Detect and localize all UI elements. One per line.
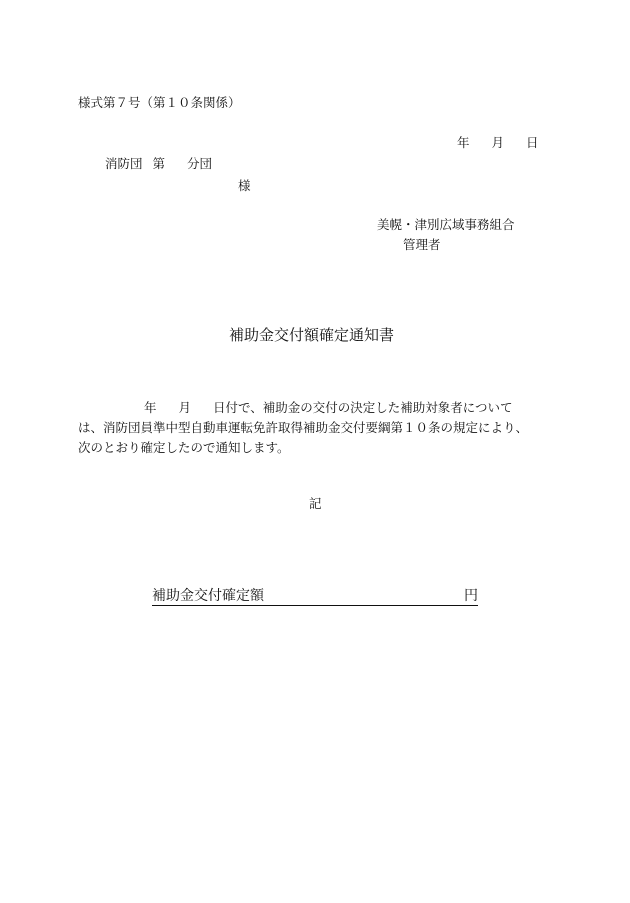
amount-row [152,585,478,606]
amount-unit: 円 [464,588,478,604]
date-month: 月 [491,135,505,150]
recipient-line [105,158,212,171]
document-title: 補助金交付額確定通知書 [229,326,395,344]
recipient-honorific: 様 [238,178,251,193]
amount-label: 補助金交付確定額 [152,588,264,604]
body-year: 年 [144,400,157,415]
issuer-org: 美幌・津別広域事務組合 [377,217,515,232]
date-line [457,137,539,150]
issuer-title: 管理者 [403,237,441,252]
recipient-org: 消防団 [105,156,143,171]
date-year: 年 [457,135,470,150]
recipient-branch: 分団 [187,156,213,171]
body-month: 月 [178,400,192,415]
body-line-3: 次のとおり確定したので通知します。 [78,440,290,455]
body-line1-text: 日付で、補助金の交付の決定した補助対象者について [213,400,513,415]
ki-marker: 記 [309,496,322,511]
date-day: 日 [526,135,539,150]
recipient-dai: 第 [152,156,166,171]
form-number: 様式第７号（第１０条関係） [78,95,241,110]
body-paragraph [78,398,558,458]
body-line-1 [78,398,558,418]
body-line-2: は、消防団員準中型自動車運転免許取得補助金交付要綱第１０条の規定により、 [78,420,529,435]
